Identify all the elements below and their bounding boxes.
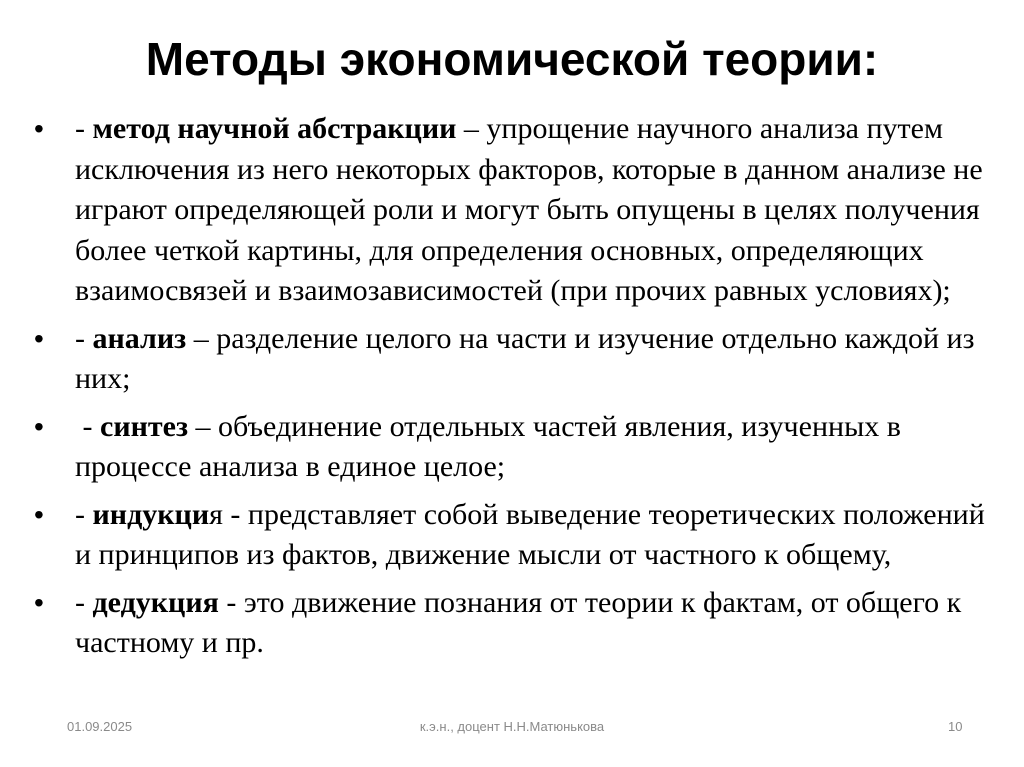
bullet-prefix: - — [75, 112, 93, 145]
footer-author: к.э.н., доцент Н.Н.Матюнькова — [419, 719, 605, 734]
bullet-term: дедукция — [92, 585, 219, 619]
bullet-prefix: - — [75, 585, 93, 619]
bullet-icon: • — [34, 498, 44, 530]
bullet-term: анализ — [92, 321, 187, 355]
bullet-text: я - представляет собой выведение теоретических положений и принципов из фактов, движение мысли от частного к общему, — [75, 497, 985, 571]
list-item — [34, 407, 994, 488]
bullet-text: – упрощение научного анализа путем исключения из него некоторых факторов, которые в данном анализе не играют определяющей роли и могут быть опущены в целях получения более четкой картины, для определения основных, определяющих взаимосвязей и взаимозависимостей (при прочих равных условиях); — [75, 112, 983, 307]
footer-date: 01.09.2025 — [67, 719, 133, 734]
slide-title: Методы экономической теории: — [145, 33, 879, 85]
bullet-term: метод научной абстракции — [92, 112, 457, 145]
bullet-term: синтез — [100, 409, 188, 443]
bullet-prefix: - — [75, 321, 93, 355]
bullet-prefix: - — [75, 409, 100, 443]
bullet-icon: • — [34, 113, 44, 144]
bullet-icon: • — [34, 410, 44, 442]
bullet-term: индукци — [92, 497, 210, 531]
list-item — [34, 319, 994, 400]
page-number: 10 — [948, 719, 963, 734]
bullet-icon: • — [34, 586, 44, 618]
bullet-icon: • — [34, 322, 44, 354]
list-item — [34, 109, 994, 312]
bullet-text: – разделение целого на части и изучение отдельно каждой из них; — [75, 321, 975, 395]
bullet-prefix: - — [75, 497, 93, 531]
list-item — [34, 495, 994, 576]
list-item — [34, 583, 994, 664]
bullet-list — [34, 109, 994, 671]
bullet-text: – объединение отдельных частей явления, изученных в процессе анализа в единое целое; — [75, 409, 901, 483]
bullet-text: - это движение познания от теории к фактам, от общего к частному и пр. — [75, 585, 962, 659]
